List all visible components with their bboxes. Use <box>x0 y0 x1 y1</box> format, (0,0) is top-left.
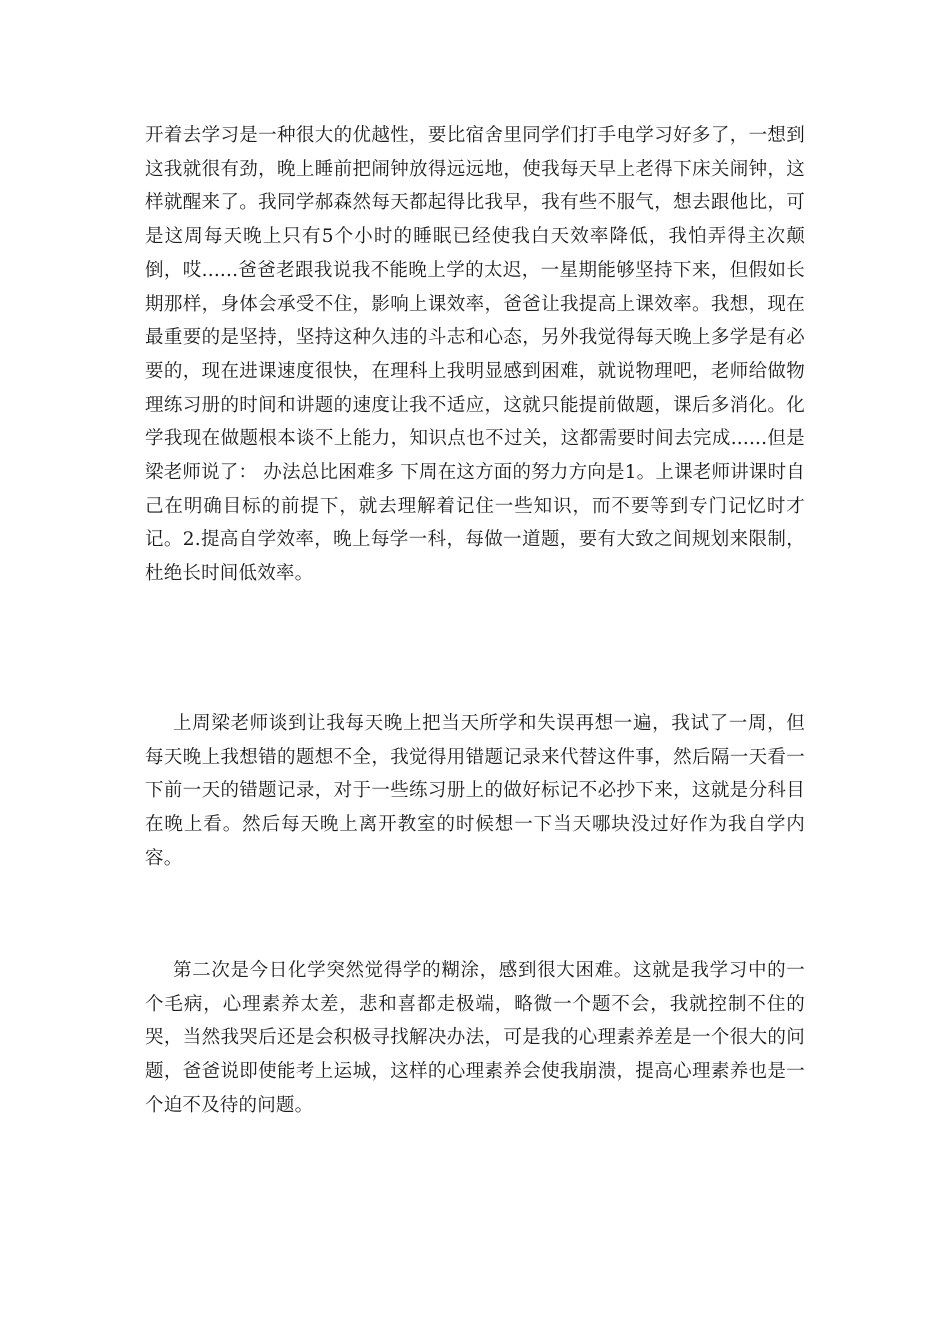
paragraph-study-schedule: 开着去学习是一种很大的优越性，要比宿舍里同学们打手电学习好多了，一想到这我就很有劲，晚上睡前把闹钟放得远远地，使我每天早上老得下床关闹钟，这样就醒来了。我同学郝森然每天都起得比我早，我有些不服气，想去跟他比，可是这周每天晚上只有5个小时的睡眠已经使我白天效率降低，我怕弄得主次颠倒，哎......爸爸老跟我说我不能晚上学的太迟，一星期能够坚持下来，但假如长期那样，身体会承受不住，影响上课效率，爸爸让我提高上课效率。我想，现在最重要的是坚持，坚持这种久违的斗志和心态，另外我觉得每天晚上多学是有必要的，现在进课速度很快，在理科上我明显感到困难，就说物理吧，老师给做物理练习册的时间和讲题的速度让我不适应，这就只能提前做题，课后多消化。化学我现在做题根本谈不上能力，知识点也不过关，这都需要时间去完成......但是梁老师说了： 办法总比困难多 下周在这方面的努力方向是1。上课老师讲课时自己在明确目标的前提下，就去理解着记住一些知识，而不要等到专门记忆时才记。2.提高自学效率，晚上每学一科，每做一道题，要有大致之间规划来限制，杜绝长时间低效率。 <box>145 125 805 585</box>
paragraph-psychological-quality: 第二次是今日化学突然觉得学的糊涂，感到很大困难。这就是我学习中的一个毛病，心理素养太差，悲和喜都走极端，略微一个题不会，我就控制不住的哭，当然我哭后还是会积极寻找解决办法，可是我的心理素养差是一个很大的问题，爸爸说即使能考上运城，这样的心理素养会使我崩溃，提高心理素养也是一个迫不及待的问题。 <box>145 960 805 1116</box>
paragraph-error-review: 上周梁老师谈到让我每天晚上把当天所学和失误再想一遍，我试了一周，但每天晚上我想错的题想不全，我觉得用错题记录来代替这件事，然后隔一天看一下前一天的错题记录，对于一些练习册上的做好标记不必抄下来，这就是分科目在晚上看。然后每天晚上离开教室的时候想一下当天哪块没过好作为我自学内容。 <box>145 713 805 869</box>
